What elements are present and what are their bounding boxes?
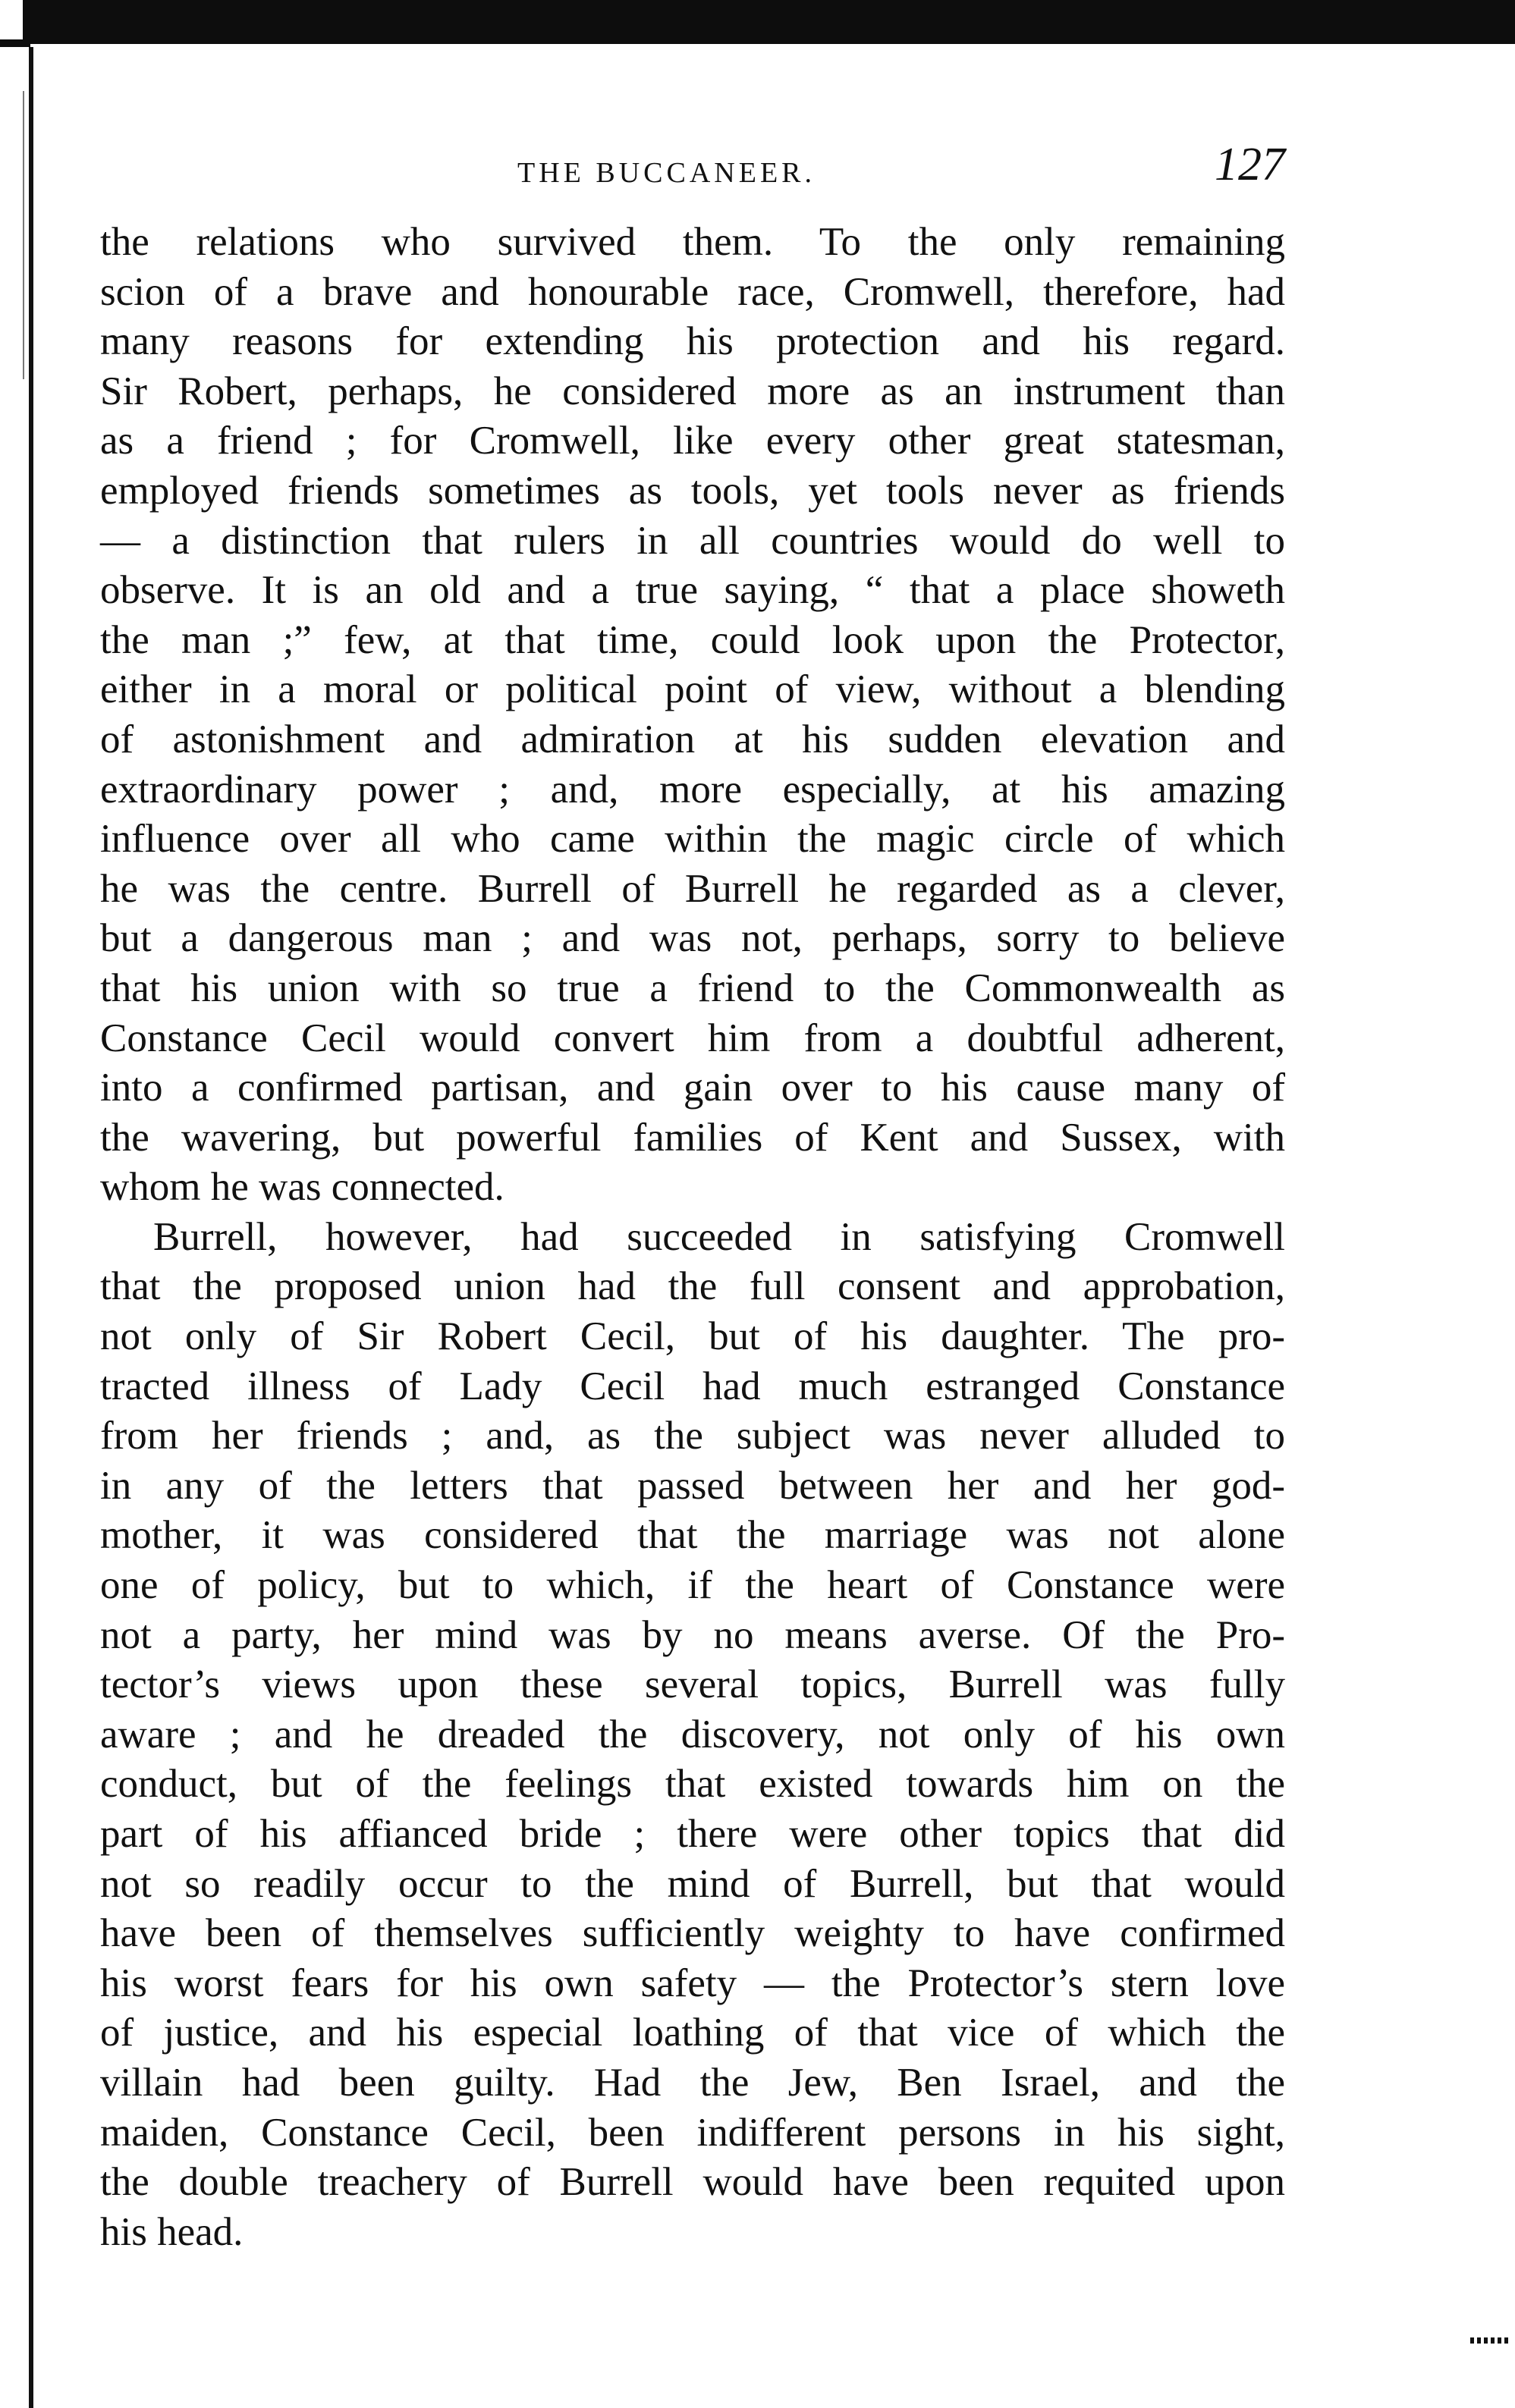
paragraph-end-line: whom he was connected.: [100, 1165, 504, 1210]
text-line: that the proposed union had the full consent and approbation,: [100, 1264, 1285, 1309]
body-text: [100, 218, 1285, 2257]
text-line: Burrell, however, had succeeded in satisfying Cromwell: [153, 1214, 1285, 1259]
text-line: influence over all who came within the magic circle of which: [100, 817, 1285, 862]
text-line: he was the centre. Burrell of Burrell he regarded as a clever,: [100, 866, 1285, 911]
text-line: observe. It is an old and a true saying, “ that a place showeth: [100, 568, 1285, 613]
text-line: but a dangerous man ; and was not, perhaps, sorry to believe: [100, 916, 1285, 961]
text-line: tector’s views upon these several topics, Burrell was fully: [100, 1662, 1285, 1707]
text-line: extraordinary power ; and, more especially, at his amazing: [100, 767, 1285, 812]
text-line: employed friends sometimes as tools, yet tools never as friends: [100, 468, 1285, 513]
text-line: into a confirmed partisan, and gain over to his cause many of: [100, 1066, 1285, 1110]
text-line: of justice, and his especial loathing of that vice of which the: [100, 2011, 1285, 2055]
text-line: part of his affianced bride ; there were other topics that did: [100, 1812, 1285, 1856]
page-header: [100, 138, 1285, 206]
text-line: of astonishment and admiration at his sudden elevation and: [100, 717, 1285, 761]
text-line: maiden, Constance Cecil, been indifferent persons in his sight,: [100, 2110, 1285, 2155]
text-line: mother, it was considered that the marriage was not alone: [100, 1513, 1285, 1558]
top-border-tick: [0, 39, 30, 47]
text-line: either in a moral or political point of view, without a blending: [100, 667, 1285, 712]
text-line: as a friend ; for Cromwell, like every other great statesman,: [100, 419, 1285, 463]
text-line: not a party, her mind was by no means averse. Of the Pro-: [100, 1612, 1285, 1657]
text-line: the man ;” few, at that time, could look upon the Protector,: [100, 617, 1285, 662]
text-line: Constance Cecil would convert him from a doubtful adherent,: [100, 1016, 1285, 1060]
text-line: Sir Robert, perhaps, he considered more as an instrument than: [100, 369, 1285, 413]
left-page-shadow: [23, 91, 24, 379]
text-line: that his union with so true a friend to the Commonwealth as: [100, 965, 1285, 1010]
text-line: — a distinction that rulers in all countries would do well to: [100, 518, 1285, 563]
text-line: the wavering, but powerful families of Kent and Sussex, with: [100, 1115, 1285, 1160]
text-line: the double treachery of Burrell would have been requited upon: [100, 2160, 1285, 2205]
running-title: THE BUCCANEER.: [517, 157, 816, 189]
bottom-ink-specks: [1470, 2337, 1508, 2344]
text-line: his worst fears for his own safety — the Protector’s stern love: [100, 1961, 1285, 2005]
page-number: 127: [1215, 139, 1285, 190]
text-line: have been of themselves sufficiently weighty to have confirmed: [100, 1911, 1285, 1956]
top-border-bar: [23, 0, 1515, 44]
text-line: not only of Sir Robert Cecil, but of his daughter. The pro-: [100, 1314, 1285, 1359]
text-line: not so readily occur to the mind of Burrell, but that would: [100, 1861, 1285, 1906]
text-line: villain had been guilty. Had the Jew, Ben Israel, and the: [100, 2060, 1285, 2105]
text-line: conduct, but of the feelings that existed towards him on the: [100, 1762, 1285, 1807]
text-line: in any of the letters that passed between her and her god-: [100, 1463, 1285, 1508]
paragraph-end-line: his head.: [100, 2209, 244, 2254]
text-line: from her friends ; and, as the subject was never alluded to: [100, 1414, 1285, 1458]
text-line: tracted illness of Lady Cecil had much estranged Constance: [100, 1364, 1285, 1408]
text-line: many reasons for extending his protection and his regard.: [100, 319, 1285, 364]
text-line: one of policy, but to which, if the heart of Constance were: [100, 1563, 1285, 1608]
left-page-rule: [29, 47, 33, 2408]
text-line: aware ; and he dreaded the discovery, not only of his own: [100, 1712, 1285, 1757]
text-line: the relations who survived them. To the only remaining: [100, 220, 1285, 264]
text-line: scion of a brave and honourable race, Cromwell, therefore, had: [100, 269, 1285, 314]
